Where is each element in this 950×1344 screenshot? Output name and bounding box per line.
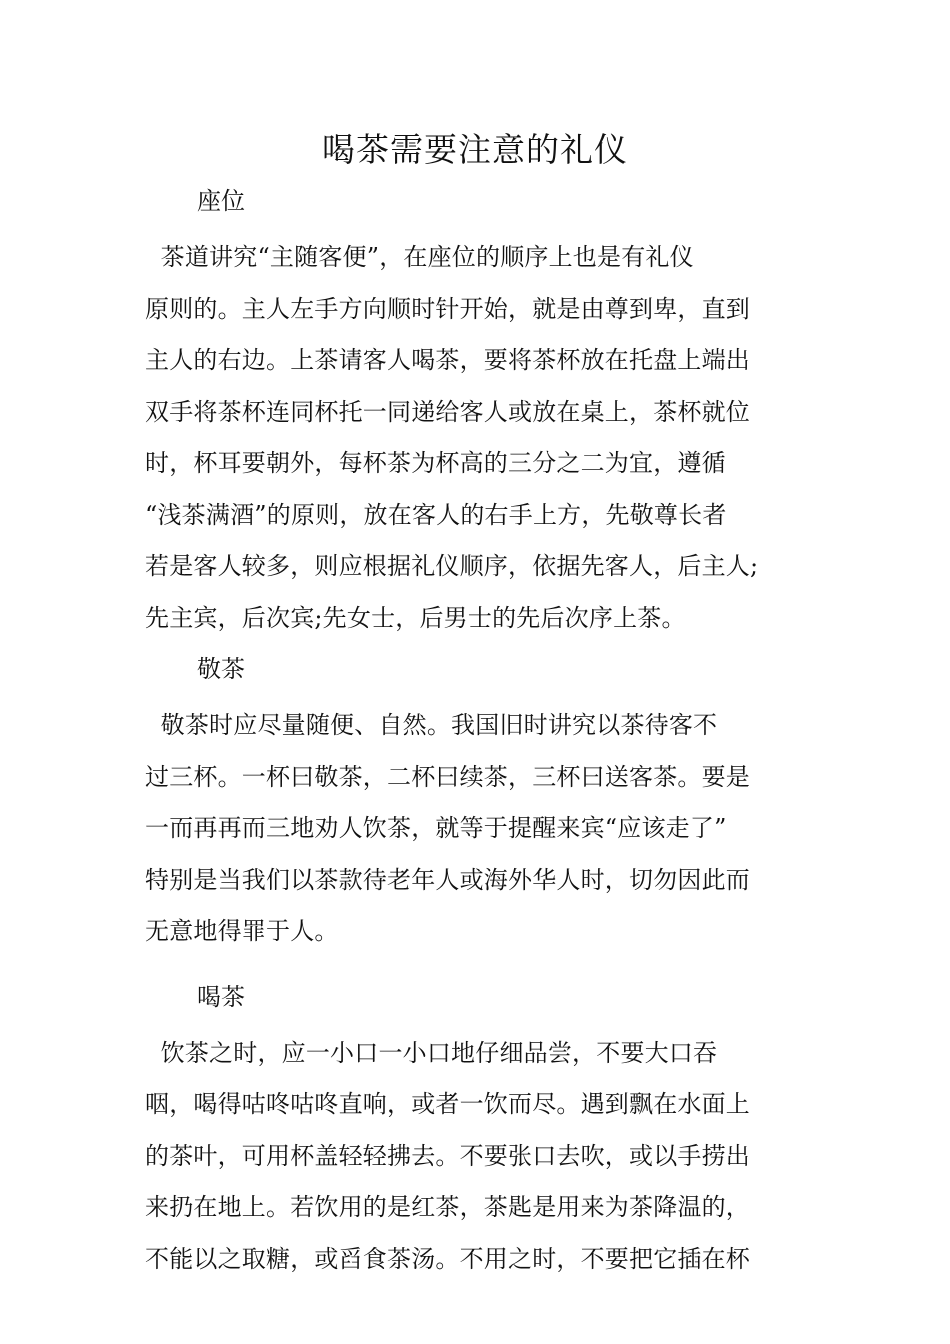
paragraph-line: 饮茶之时，应一小口一小口地仔细品尝，不要大口吞	[145, 1038, 718, 1067]
paragraph-line: 一而再再而三地劝人饮茶，就等于提醒来宾“应该走了”	[145, 814, 727, 842]
paragraph-line: 的茶叶，可用杯盖轻轻拂去。不要张口去吹，或以手捞出	[145, 1141, 750, 1170]
paragraph-line: 主人的右边。上茶请客人喝茶，要将茶杯放在托盘上端出	[145, 346, 750, 374]
paragraph-line: 时，杯耳要朝外，每杯茶为杯高的三分之二为宜，遵循	[145, 449, 726, 477]
paragraph-line: 原则的。主人左手方向顺时针开始，就是由尊到卑，直到	[145, 294, 750, 323]
paragraph-line: 敬茶时应尽量随便、自然。我国旧时讲究以茶待客不	[145, 711, 718, 739]
paragraph-line: 不能以之取糖，或舀食茶汤。不用之时，不要把它插在杯	[145, 1244, 750, 1273]
section-heading-drinking-tea: 喝茶	[197, 982, 245, 1011]
paragraph-line: 过三杯。一杯曰敬茶，二杯曰续茶，三杯曰送客茶。要是	[145, 762, 750, 791]
document-body	[145, 176, 807, 1285]
paragraph-line: 茶道讲究“主随客便”，在座位的顺序上也是有礼仪	[145, 243, 694, 271]
section-paragraph-serving-tea	[145, 700, 807, 958]
paragraph-line: 来扔在地上。若饮用的是红茶，茶匙是用来为茶降温的，	[145, 1193, 750, 1221]
paragraph-line: 若是客人较多，则应根据礼仪顺序，依据先客人，后主人;	[145, 552, 759, 580]
section-paragraph-drinking-tea	[145, 1028, 807, 1286]
section-paragraph-seating	[145, 232, 807, 644]
paragraph-line: 咽，喝得咕咚咕咚直响，或者一饮而尽。遇到飘在水面上	[145, 1090, 750, 1118]
paragraph-line: 无意地得罪于人。	[145, 917, 339, 945]
paragraph-line: 特别是当我们以茶款待老年人或海外华人时，切勿因此而	[145, 865, 750, 894]
section-heading-seating: 座位	[197, 187, 245, 215]
paragraph-line: 双手将茶杯连同杯托一同递给客人或放在桌上，茶杯就位	[145, 397, 750, 426]
paragraph-line: “浅茶满酒”的原则，放在客人的右手上方，先敬尊长者	[145, 500, 727, 529]
section-heading-serving-tea: 敬茶	[197, 655, 245, 683]
document-title: 喝茶需要注意的礼仪	[322, 130, 628, 169]
paragraph-line: 先主宾，后次宾;先女士，后男士的先后次序上茶。	[145, 603, 686, 632]
